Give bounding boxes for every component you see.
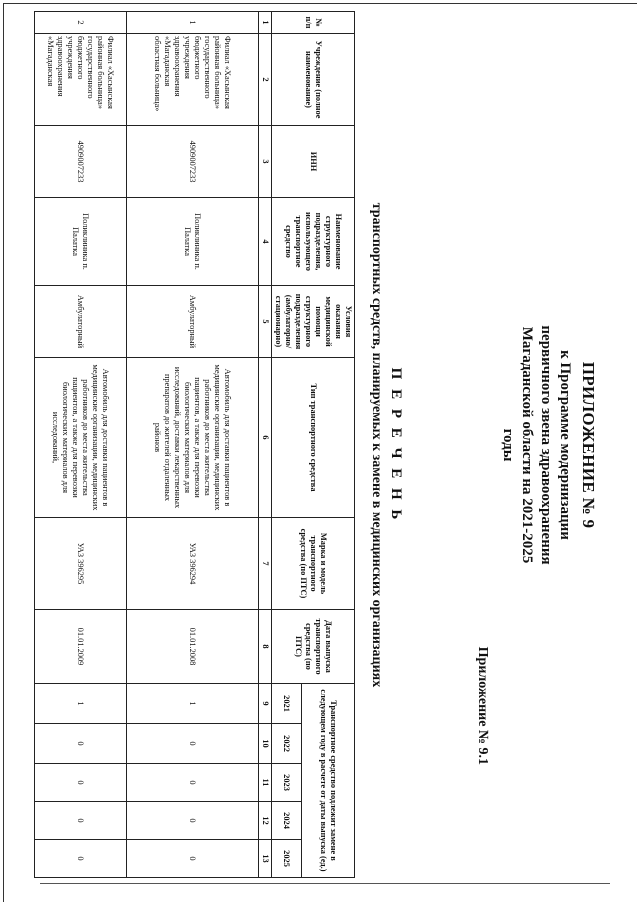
row-inn: 4909007233 — [35, 126, 127, 198]
header-year: 2024 — [272, 802, 302, 840]
row-unit: Поликлиника п. Палатка — [35, 198, 127, 286]
row-num: 1 — [127, 12, 259, 34]
column-number: 11 — [259, 764, 272, 802]
column-number: 7 — [259, 518, 272, 610]
row-vehicle-type: Автомобиль для доставки пациентов в медицинские организации, медицинских работников до места жительства пациентов, а также для перевозки биологических материалов для исследований, доставки лекарственных препаратов до жителей отдаленных районов — [127, 358, 259, 518]
header-unit: Наименование структурного подразделения, использующего транспортное средство — [272, 198, 355, 286]
list-title: П Е Р Е Ч Е Н Ь — [388, 367, 404, 523]
header-release-date: Дата выпуска транспортного средства (по ПТС) — [272, 610, 355, 684]
program-line: к Программе модернизации — [557, 350, 573, 540]
vehicles-table — [34, 11, 355, 878]
column-number: 12 — [259, 802, 272, 840]
list-subtitle: транспортных средств, планируемых к замене в медицинских организациях — [369, 202, 384, 688]
column-number: 8 — [259, 610, 272, 684]
table-row — [35, 12, 127, 878]
header-institution: Учреждение (полное наименование) — [272, 34, 355, 126]
row-year-2021: 1 — [35, 684, 127, 724]
column-number: 1 — [259, 12, 272, 34]
row-release-date: 01.01.2008 — [127, 610, 259, 684]
row-brand: УАЗ 396295 — [35, 518, 127, 610]
row-conditions: Амбулаторный — [127, 286, 259, 358]
row-year-2024: 0 — [35, 802, 127, 840]
annex-title: ПРИЛОЖЕНИЕ № 9 — [579, 361, 598, 529]
column-number: 3 — [259, 126, 272, 198]
header-year: 2022 — [272, 724, 302, 764]
sub-annex-title: Приложение № 9.1 — [475, 646, 490, 765]
row-unit: Поликлиника п. Палатка — [127, 198, 259, 286]
row-conditions: Амбулаторный — [35, 286, 127, 358]
row-year-2023: 0 — [127, 764, 259, 802]
header-inn: ИНН — [272, 126, 355, 198]
program-line: Магаданской области на 2021-2025 — [519, 326, 535, 564]
program-title — [498, 185, 574, 705]
column-number: 9 — [259, 684, 272, 724]
header-replacement: Транспортное средство подлежит замене в следующем году в расчете от даты выпуска (ед.) — [301, 684, 354, 878]
page-border-top — [3, 3, 637, 4]
row-year-2025: 0 — [35, 840, 127, 878]
table-row — [127, 12, 259, 878]
row-institution: Филиал «Хасынская районная больница» государственного бюджетного учреждения здравоохранения «Магаданская — [35, 34, 127, 126]
column-number: 5 — [259, 286, 272, 358]
row-year-2023: 0 — [35, 764, 127, 802]
program-line: первичного звена здравоохранения — [538, 325, 554, 565]
header-year: 2023 — [272, 764, 302, 802]
row-year-2022: 0 — [35, 724, 127, 764]
header-brand: Марка и модель транспортного средства (по ПТС) — [272, 518, 355, 610]
header-num: № п/п — [272, 12, 355, 34]
document-header — [450, 5, 630, 885]
row-year-2021: 1 — [127, 684, 259, 724]
row-year-2025: 0 — [127, 840, 259, 878]
row-vehicle-type: Автомобиль для доставки пациентов в медицинские организации, медицинских работников до места жительства пациентов, а также для перевозки биологических материалов для исследований, — [35, 358, 127, 518]
column-number: 4 — [259, 198, 272, 286]
row-brand: УАЗ 396294 — [127, 518, 259, 610]
column-number: 13 — [259, 840, 272, 878]
header-vehicle-type: Тип транспортного средства — [272, 358, 355, 518]
header-year: 2021 — [272, 684, 302, 724]
row-year-2024: 0 — [127, 802, 259, 840]
header-conditions: Условия оказания медицинской помощи структурного подразделения (амбулаторно/ стационарно) — [272, 286, 355, 358]
row-institution: Филиал «Хасынская районная больница» государственного бюджетного учреждения здравоохранения «Магаданская областная больница» — [127, 34, 259, 126]
row-inn: 4909007233 — [127, 126, 259, 198]
row-release-date: 01.01.2009 — [35, 610, 127, 684]
column-number: 2 — [259, 34, 272, 126]
header-year: 2025 — [272, 840, 302, 878]
rotated-document-page — [10, 5, 630, 885]
row-year-2022: 0 — [127, 724, 259, 764]
row-num: 2 — [35, 12, 127, 34]
program-line: годы — [500, 428, 516, 462]
column-number-row — [259, 12, 272, 878]
page-border-left — [3, 3, 4, 902]
column-number: 6 — [259, 358, 272, 518]
column-number: 10 — [259, 724, 272, 764]
